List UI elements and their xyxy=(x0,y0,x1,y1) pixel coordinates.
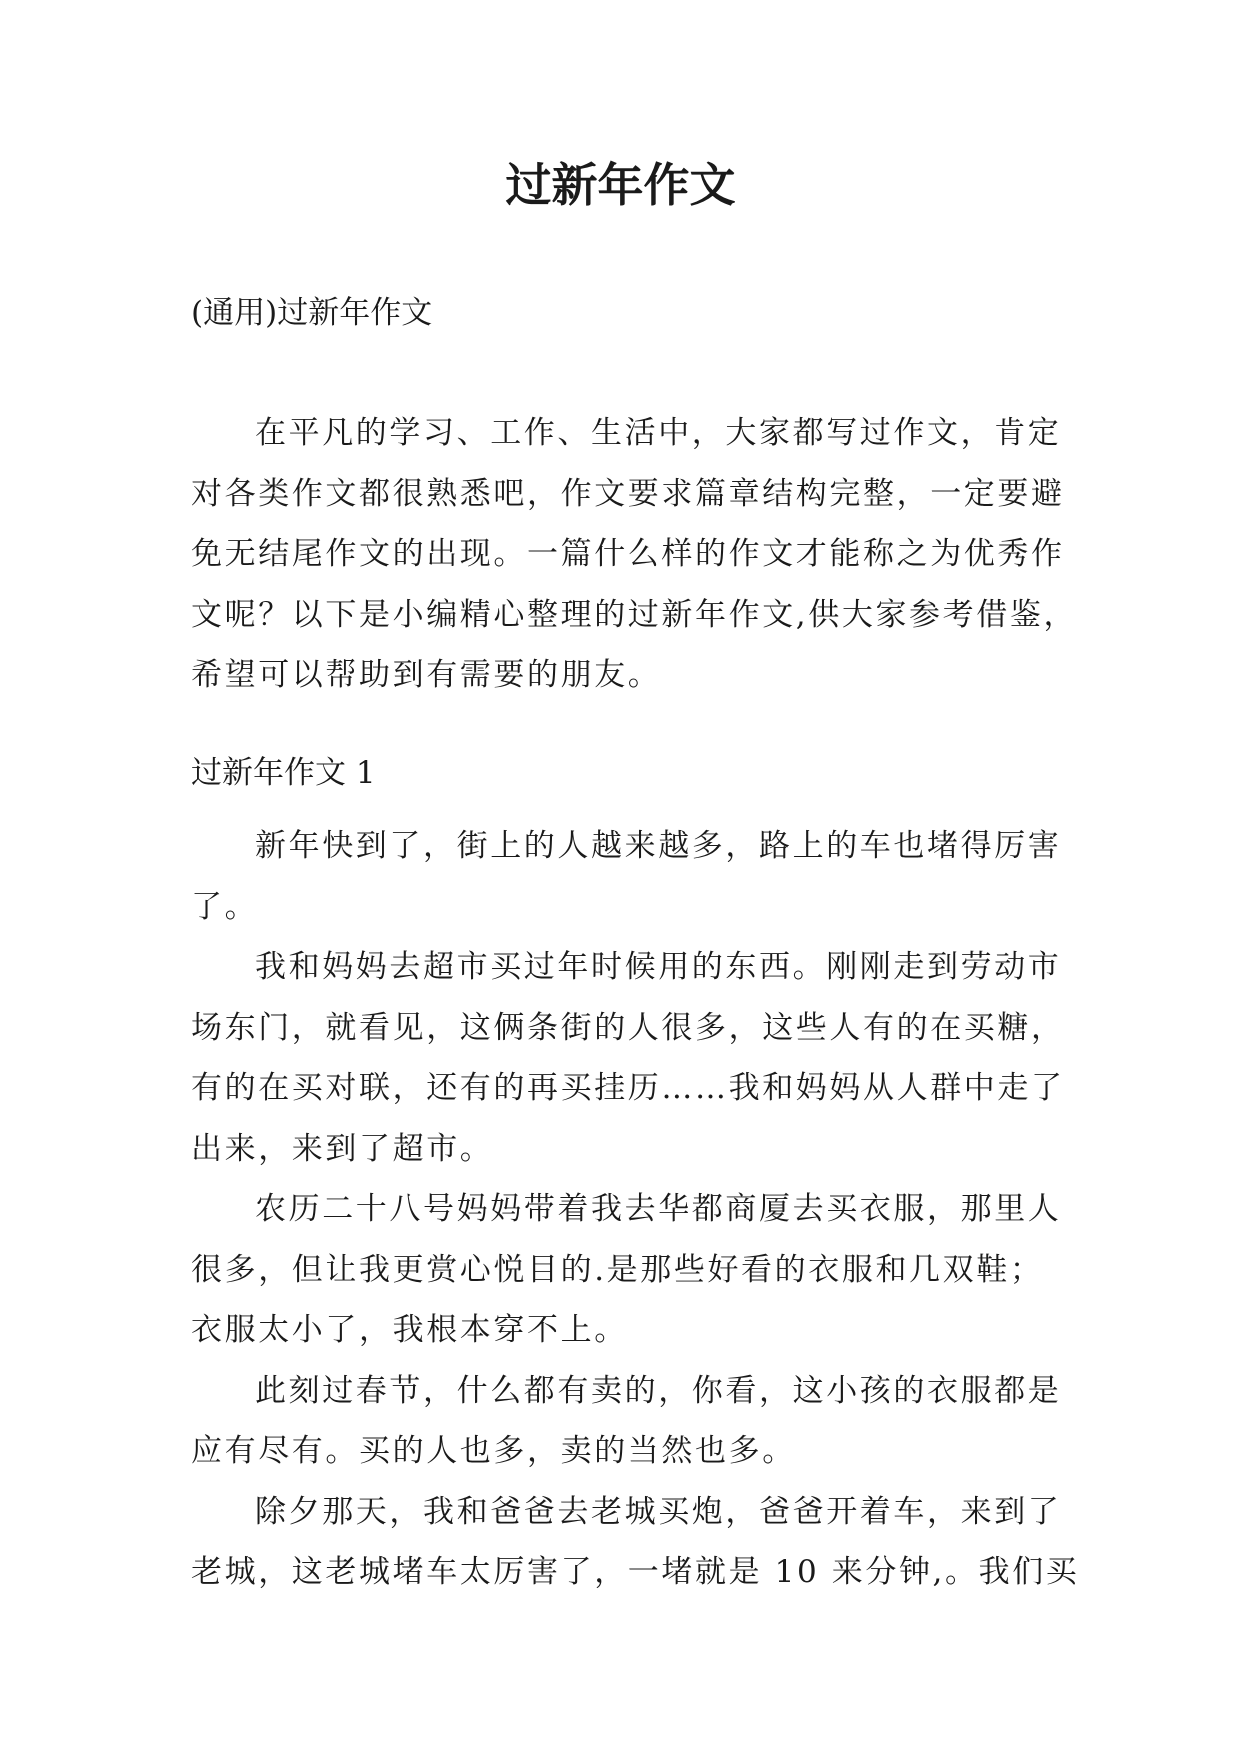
essay-line: 新年快到了，街上的人越来越多，路上的车也堵得厉害 xyxy=(255,828,1062,864)
intro-line: 文呢？以下是小编精心整理的过新年作文,供大家参考借鉴， xyxy=(191,596,1078,633)
document-title: 过新年作文 xyxy=(505,158,736,212)
essay-line: 场东门，就看见，这俩条街的人很多，这些人有的在买糖， xyxy=(191,1009,1065,1046)
section-heading: 过新年作文 1 xyxy=(191,755,376,791)
intro-line: 对各类作文都很熟悉吧，作文要求篇章结构完整，一定要避 xyxy=(191,475,1065,512)
intro-line: 希望可以帮助到有需要的朋友。 xyxy=(191,657,662,693)
essay-line: 我和妈妈去超市买过年时候用的东西。刚刚走到劳动市 xyxy=(255,949,1062,985)
intro-paragraph xyxy=(191,403,1078,706)
essay-line: 出来，来到了超市。 xyxy=(191,1130,494,1167)
essay-line: 除夕那天，我和爸爸去老城买炮，爸爸开着车，来到了 xyxy=(255,1493,1062,1530)
essay-line: 应有尽有。买的人也多，卖的当然也多。 xyxy=(191,1433,796,1469)
essay-line: 了。 xyxy=(191,888,259,925)
intro-line: 免无结尾作文的出现。一篇什么样的作文才能称之为优秀作 xyxy=(191,536,1065,572)
document-subtitle: (通用)过新年作文 xyxy=(191,295,433,331)
essay-line: 很多，但让我更赏心悦目的.是那些好看的衣服和几双鞋； xyxy=(191,1251,1044,1288)
essay-line: 此刻过春节，什么都有卖的，你看，这小孩的衣服都是 xyxy=(255,1372,1062,1409)
essay-line: 老城，这老城堵车太厉害了，一堵就是 10 来分钟,。我们买 xyxy=(191,1554,1080,1590)
essay-body xyxy=(191,816,1080,1603)
essay-line: 农历二十八号妈妈带着我去华都商厦去买衣服，那里人 xyxy=(255,1191,1062,1227)
intro-line: 在平凡的学习、工作、生活中，大家都写过作文，肯定 xyxy=(255,415,1062,451)
essay-line: 有的在买对联，还有的再买挂历……我和妈妈从人群中走了 xyxy=(191,1070,1065,1106)
essay-line: 衣服太小了，我根本穿不上。 xyxy=(191,1312,628,1348)
